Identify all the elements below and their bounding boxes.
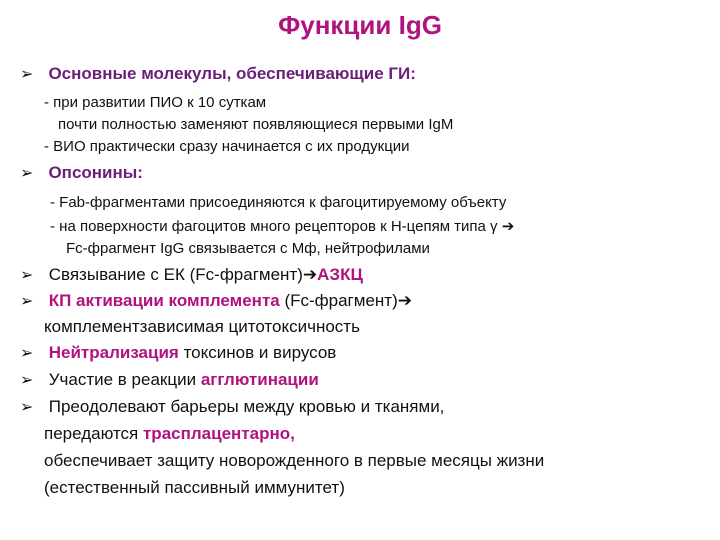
right-arrow-icon: ➔	[397, 291, 412, 310]
bullet-item-opsonins	[20, 163, 710, 183]
arrow-bullet-icon: ➢	[20, 399, 34, 416]
continuation-line: обеспечивает защиту новорожденного в первые месяцы жизни	[44, 451, 545, 470]
continuation-line: (естественный пассивный иммунитет)	[44, 478, 345, 497]
sub-line: почти полностью заменяют появляющиеся первыми IgM	[58, 116, 454, 133]
sub-line-text: - на поверхности фагоцитов много рецепторов к Н-цепям типа γ	[50, 218, 498, 235]
highlight-term: Нейтрализация	[48, 343, 179, 362]
bullet-text: (Fc-фрагмент)	[279, 291, 398, 310]
bullet-item-complement	[20, 291, 710, 311]
arrow-bullet-icon: ➢	[20, 66, 34, 83]
arrow-bullet-icon: ➢	[20, 293, 34, 310]
highlight-term: трасплацентарно,	[142, 424, 295, 443]
sub-line: - при развитии ПИО к 10 суткам	[44, 94, 267, 111]
right-arrow-icon: ➔	[501, 218, 515, 235]
continuation-line	[44, 424, 710, 444]
bullet-item-agglutination	[20, 370, 710, 390]
bullet-item-barriers	[20, 397, 710, 417]
arrow-bullet-icon: ➢	[20, 372, 34, 389]
arrow-bullet-icon: ➢	[20, 165, 34, 182]
arrow-bullet-icon: ➢	[20, 267, 34, 284]
continuation-line: комплементзависимая цитотоксичность	[44, 317, 360, 336]
continuation-text: передаются	[44, 424, 143, 443]
bullet-heading: Опсонины:	[48, 163, 143, 182]
bullet-item-neutralization	[20, 343, 710, 363]
highlight-term: АЗКЦ	[317, 265, 363, 284]
highlight-term: агглютинации	[200, 370, 319, 389]
bullet-text: Связывание с ЕК (Fc-фрагмент)	[48, 265, 303, 284]
sub-line: - Fab-фрагментами присоединяются к фагоцитируемому объекту	[50, 194, 507, 211]
bullet-text: токсинов и вирусов	[178, 343, 337, 362]
bullet-text: Преодолевают барьеры между кровью и тканями,	[48, 397, 445, 416]
bullet-text: Участие в реакции	[48, 370, 201, 389]
sub-line	[50, 217, 710, 235]
bullet-item-main-molecules	[20, 64, 710, 84]
sub-line: Fc-фрагмент IgG связывается с Мф, нейтрофилами	[66, 240, 430, 257]
bullet-heading: Основные молекулы, обеспечивающие ГИ:	[48, 64, 416, 83]
arrow-bullet-icon: ➢	[20, 345, 34, 362]
page-title: Функции IgG	[278, 10, 442, 40]
bullet-item-nk-binding	[20, 265, 710, 285]
highlight-term: КП активации комплемента	[48, 291, 280, 310]
sub-line: - ВИО практически сразу начинается с их продукции	[44, 138, 410, 155]
right-arrow-icon: ➔	[302, 265, 318, 284]
